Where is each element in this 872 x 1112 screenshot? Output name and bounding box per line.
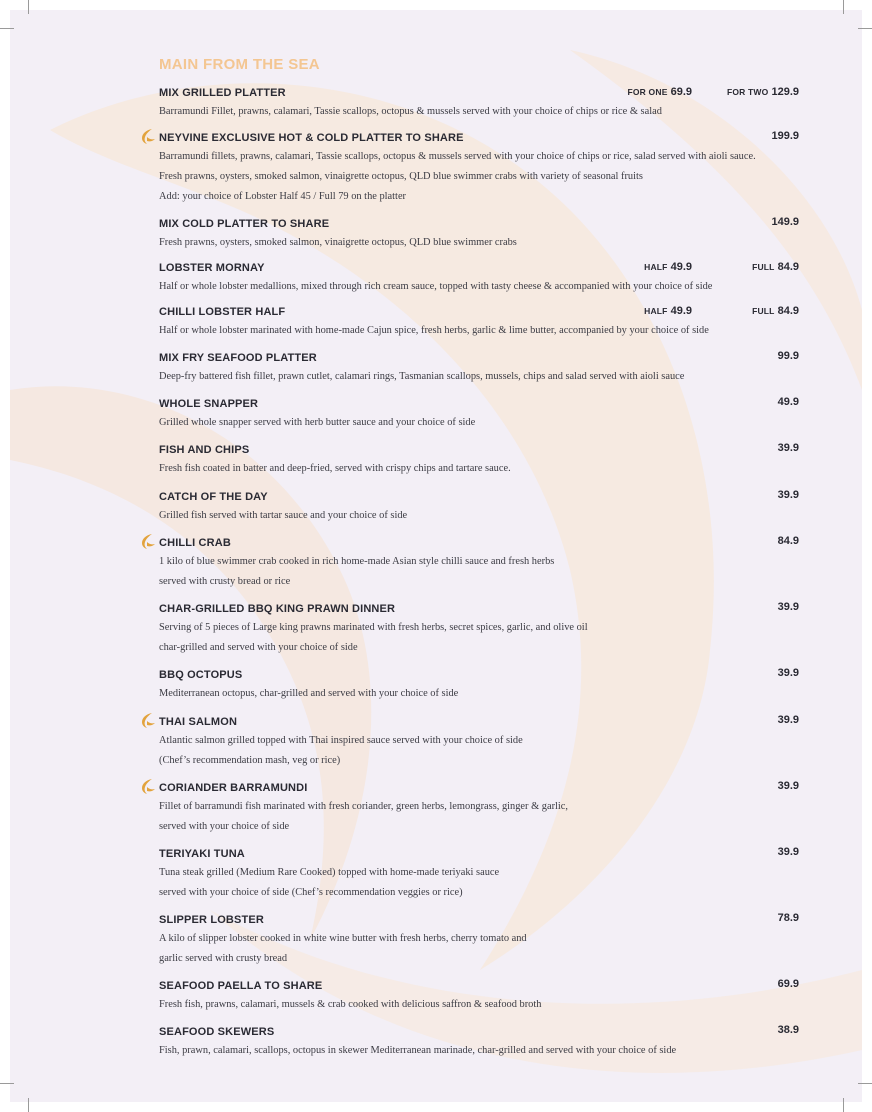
menu-item-price: 149.9: [771, 216, 799, 228]
menu-item-price: 39.9: [777, 601, 799, 613]
price-option-value: 69.9: [670, 86, 692, 98]
menu-item: [159, 533, 799, 592]
price-option-value: 49.9: [670, 261, 692, 273]
description-line: Fresh prawns, oysters, smoked salmon, vinaigrette octopus, QLD blue swimmer crabs with variety of seasonal fruits: [159, 171, 643, 182]
crop-mark: [858, 1083, 872, 1084]
menu-item-header: [159, 258, 799, 274]
chef-recommendation-icon: [140, 533, 156, 550]
menu-item: [159, 778, 799, 837]
description-line: Grilled fish served with tartar sauce and your choice of side: [159, 510, 408, 521]
description-line: Fresh fish, prawns, calamari, mussels & crab cooked with delicious saffron & seafood broth: [159, 999, 542, 1010]
menu-item-price: 39.9: [777, 442, 799, 454]
menu-item-description: [159, 1041, 799, 1061]
menu-item-name: CHILLI CRAB: [159, 537, 231, 549]
menu-item-description: [159, 506, 799, 526]
menu-item-name: SLIPPER LOBSTER: [159, 914, 264, 926]
menu-item: [159, 394, 799, 433]
menu-item: [159, 83, 799, 122]
description-line: A kilo of slipper lobster cooked in white wine butter with fresh herbs, cherry tomato and: [159, 933, 527, 944]
menu-item: [159, 712, 799, 771]
price-option-value: 129.9: [771, 86, 799, 98]
menu-item-header: [159, 348, 799, 364]
menu-item-name: BBQ OCTOPUS: [159, 669, 243, 681]
menu-item-description: [159, 797, 799, 837]
description-line: (Chef’s recommendation mash, veg or rice): [159, 755, 341, 766]
price-option-label: FOR ONE: [627, 87, 668, 97]
menu-item: [159, 128, 799, 207]
menu-item-header: [159, 214, 799, 230]
menu-item-description: [159, 929, 799, 969]
description-line: Fish, prawn, calamari, scallops, octopus in skewer Mediterranean marinade, char-grilled and served with your choice of side: [159, 1045, 677, 1056]
menu-item-name: MIX FRY SEAFOOD PLATTER: [159, 352, 317, 364]
description-line: Deep-fry battered fish fillet, prawn cutlet, calamari rings, Tasmanian scallops, mussels, chips and salad served with aioli sauce: [159, 371, 685, 382]
menu-item-description: [159, 459, 799, 479]
menu-item-name: CORIANDER BARRAMUNDI: [159, 782, 308, 794]
menu-item-price-option: [727, 83, 799, 100]
description-line: Barramundi fillets, prawns, calamari, Tassie scallops, octopus & mussels served with your choice of chips or rice, salad served with aioli sauce.: [159, 151, 756, 162]
description-line: served with your choice of side (Chef’s recommendation veggies or rice): [159, 887, 463, 898]
menu-item: [159, 1022, 799, 1061]
menu-item-description: [159, 102, 799, 122]
description-line: Barramundi Fillet, prawns, calamari, Tassie scallops, octopus & mussels served with your choice of chips or rice & salad: [159, 106, 662, 117]
crop-mark: [843, 0, 844, 14]
menu-item-description: [159, 233, 799, 253]
description-line: Fresh prawns, oysters, smoked salmon, vinaigrette octopus, QLD blue swimmer crabs: [159, 237, 517, 248]
menu-item-header: [159, 533, 799, 549]
menu-content: [10, 10, 862, 1102]
menu-item-header: [159, 665, 799, 681]
section-title: MAIN FROM THE SEA: [159, 56, 320, 73]
chef-recommendation-icon: [140, 778, 156, 795]
menu-item-description: [159, 147, 799, 207]
menu-item-header: [159, 844, 799, 860]
menu-item-price: 69.9: [777, 978, 799, 990]
menu-item-name: MIX COLD PLATTER TO SHARE: [159, 218, 330, 230]
menu-item: [159, 348, 799, 387]
menu-item-header: [159, 440, 799, 456]
crop-mark: [858, 28, 872, 29]
menu-item-description: [159, 731, 799, 771]
menu-item-price-option: [627, 83, 692, 100]
menu-item: [159, 844, 799, 903]
menu-item-price: 49.9: [777, 396, 799, 408]
menu-item: [159, 665, 799, 704]
description-line: Add: your choice of Lobster Half 45 / Full 79 on the platter: [159, 191, 407, 202]
crop-mark: [28, 0, 29, 14]
price-option-label: FOR TWO: [726, 87, 769, 97]
menu-item-header: [159, 302, 799, 318]
menu-item-description: [159, 552, 799, 592]
description-line: served with crusty bread or rice: [159, 576, 291, 587]
menu-item-price-option: [752, 258, 799, 275]
price-option-label: FULL: [752, 262, 775, 272]
menu-item-name: LOBSTER MORNAY: [159, 262, 265, 274]
menu-item-price: 39.9: [777, 667, 799, 679]
menu-item-name: THAI SALMON: [159, 716, 238, 728]
menu-item-header: [159, 394, 799, 410]
menu-item-header: [159, 83, 799, 99]
price-option-label: HALF: [644, 262, 668, 272]
menu-item-header: [159, 976, 799, 992]
menu-item-name: SEAFOOD SKEWERS: [159, 1026, 275, 1038]
menu-item: [159, 302, 799, 341]
menu-item-price: 78.9: [777, 912, 799, 924]
menu-item-price: 84.9: [777, 535, 799, 547]
menu-item: [159, 258, 799, 297]
menu-item-name: TERIYAKI TUNA: [159, 848, 245, 860]
menu-item: [159, 214, 799, 253]
menu-item-description: [159, 618, 799, 658]
menu-item-price: 38.9: [777, 1024, 799, 1036]
description-line: Grilled whole snapper served with herb butter sauce and your choice of side: [159, 417, 476, 428]
price-option-value: 49.9: [670, 305, 692, 317]
description-line: Fillet of barramundi fish marinated with fresh coriander, green herbs, lemongrass, ginger & garlic,: [159, 801, 569, 812]
menu-item-price: 39.9: [777, 780, 799, 792]
menu-item-header: [159, 128, 799, 144]
menu-item-name: CATCH OF THE DAY: [159, 491, 268, 503]
price-option-label: HALF: [644, 306, 668, 316]
menu-item-header: [159, 778, 799, 794]
menu-item: [159, 487, 799, 526]
menu-page: [10, 10, 862, 1102]
description-line: 1 kilo of blue swimmer crab cooked in rich home-made Asian style chilli sauce and fresh herbs: [159, 556, 555, 567]
crop-mark: [28, 1098, 29, 1112]
menu-item: [159, 910, 799, 969]
menu-item-header: [159, 599, 799, 615]
description-line: Fresh fish coated in batter and deep-fried, served with crispy chips and tartare sauce.: [159, 463, 511, 474]
description-line: Serving of 5 pieces of Large king prawns marinated with fresh herbs, secret spices, garlic, and olive oil: [159, 622, 588, 633]
description-line: Half or whole lobster medallions, mixed through rich cream sauce, topped with tasty cheese & accompanied with your choice of side: [159, 281, 713, 292]
description-line: Mediterranean octopus, char-grilled and served with your choice of side: [159, 688, 459, 699]
menu-item-price: 39.9: [777, 489, 799, 501]
description-line: Tuna steak grilled (Medium Rare Cooked) topped with home-made teriyaki sauce: [159, 867, 500, 878]
menu-item-price-option: [644, 258, 692, 275]
menu-item-header: [159, 712, 799, 728]
price-option-label: FULL: [752, 306, 775, 316]
description-line: Half or whole lobster marinated with home-made Cajun spice, fresh herbs, garlic & lime butter, accompanied by your choice of side: [159, 325, 709, 336]
menu-item-header: [159, 1022, 799, 1038]
menu-item-name: SEAFOOD PAELLA TO SHARE: [159, 980, 323, 992]
menu-item-description: [159, 684, 799, 704]
menu-item-description: [159, 413, 799, 433]
menu-item-price-option: [644, 302, 692, 319]
menu-item-header: [159, 910, 799, 926]
price-option-value: 84.9: [777, 261, 799, 273]
menu-item-name: CHILLI LOBSTER HALF: [159, 306, 286, 318]
crop-mark: [843, 1098, 844, 1112]
menu-item-price: 39.9: [777, 846, 799, 858]
menu-item-description: [159, 863, 799, 903]
description-line: Atlantic salmon grilled topped with Thai inspired sauce served with your choice of side: [159, 735, 523, 746]
description-line: garlic served with crusty bread: [159, 953, 288, 964]
crop-mark: [0, 1083, 14, 1084]
menu-item-price: 199.9: [771, 130, 799, 142]
menu-item-price: 39.9: [777, 714, 799, 726]
menu-item-name: FISH AND CHIPS: [159, 444, 250, 456]
menu-item-price: 99.9: [777, 350, 799, 362]
menu-item-price-option: [752, 302, 799, 319]
menu-item-name: MIX GRILLED PLATTER: [159, 87, 286, 99]
menu-item: [159, 599, 799, 658]
menu-item: [159, 976, 799, 1015]
chef-recommendation-icon: [140, 712, 156, 729]
menu-item-name: NEYVINE EXCLUSIVE HOT & COLD PLATTER TO SHARE: [159, 132, 464, 144]
menu-item-description: [159, 321, 799, 341]
menu-item-description: [159, 367, 799, 387]
menu-item: [159, 440, 799, 479]
chef-recommendation-icon: [140, 128, 156, 145]
price-option-value: 84.9: [777, 305, 799, 317]
crop-mark: [0, 28, 14, 29]
menu-item-header: [159, 487, 799, 503]
description-line: char-grilled and served with your choice of side: [159, 642, 358, 653]
menu-item-description: [159, 277, 799, 297]
description-line: served with your choice of side: [159, 821, 290, 832]
menu-item-name: WHOLE SNAPPER: [159, 398, 259, 410]
menu-item-description: [159, 995, 799, 1015]
menu-item-name: CHAR-GRILLED BBQ KING PRAWN DINNER: [159, 603, 396, 615]
